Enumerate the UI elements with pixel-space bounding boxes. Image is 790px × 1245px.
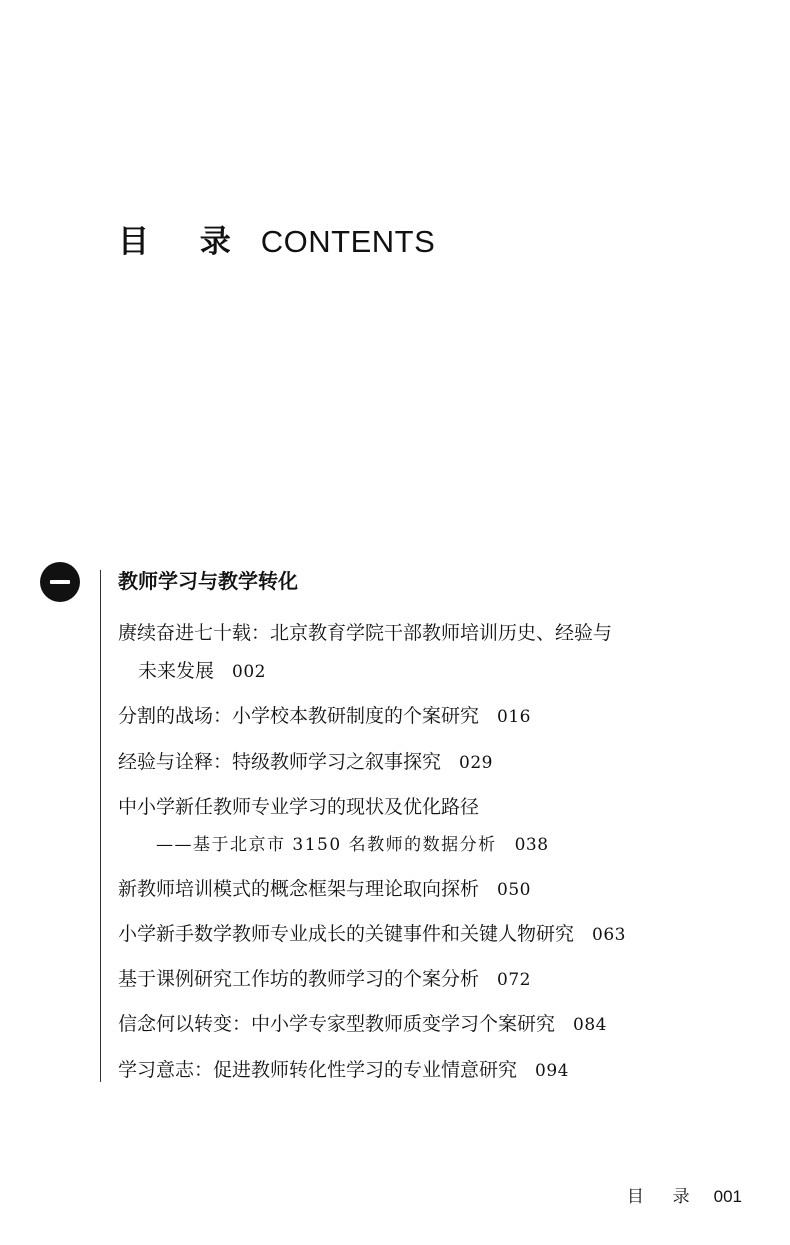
entry-page-number: 072 (497, 970, 531, 990)
toc-entry[interactable] (118, 793, 549, 859)
entry-title: 分割的战场：小学校本教研制度的个案研究 (118, 705, 480, 727)
toc-entry[interactable] (118, 920, 626, 949)
section-number-badge (40, 562, 80, 602)
entry-title: 基于课例研究工作坊的教师学习的个案分析 (118, 968, 480, 990)
entry-page-number: 029 (459, 753, 493, 773)
entry-page-number: 063 (592, 925, 626, 945)
toc-heading-chinese: 目 录 (118, 224, 251, 260)
toc-entry[interactable] (118, 1010, 607, 1039)
section-title: 教师学习与教学转化 (118, 569, 298, 593)
toc-entry[interactable] (118, 1056, 569, 1085)
entry-page-number: 002 (232, 662, 266, 682)
entry-title: 小学新手数学教师专业成长的关键事件和关键人物研究 (118, 923, 575, 945)
dash-icon (50, 580, 70, 584)
entry-page-number: 038 (514, 835, 549, 855)
entry-title: 赓续奋进七十载：北京教育学院干部教师培训历史、经验与 (118, 622, 613, 644)
toc-entry[interactable] (118, 702, 531, 731)
toc-entry[interactable] (118, 965, 531, 994)
entry-title: 学习意志：促进教师转化性学习的专业情意研究 (118, 1059, 518, 1081)
footer-page-number: 001 (713, 1187, 742, 1206)
entry-title: 信念何以转变：中小学专家型教师质变学习个案研究 (118, 1013, 556, 1035)
entry-page-number: 094 (535, 1061, 569, 1081)
toc-entry[interactable] (118, 748, 493, 777)
entry-page-number: 050 (497, 880, 531, 900)
entry-title-continued: 未来发展 (138, 660, 215, 682)
toc-entry[interactable] (118, 875, 531, 904)
footer-label: 目 录 (626, 1187, 702, 1206)
entry-subtitle: ——基于北京市 3150 名教师的数据分析 (156, 835, 497, 855)
section-vertical-rule (100, 570, 101, 1082)
entry-page-number: 084 (573, 1015, 607, 1035)
toc-heading (118, 226, 435, 258)
page-footer (627, 1182, 742, 1207)
entry-title: 经验与诠释：特级教师学习之叙事探究 (118, 751, 442, 773)
entry-page-number: 016 (497, 707, 531, 727)
toc-heading-english: CONTENTS (260, 224, 436, 259)
entry-title: 中小学新任教师专业学习的现状及优化路径 (118, 796, 480, 818)
toc-entry[interactable] (118, 619, 612, 686)
entry-title: 新教师培训模式的概念框架与理论取向探析 (118, 878, 480, 900)
